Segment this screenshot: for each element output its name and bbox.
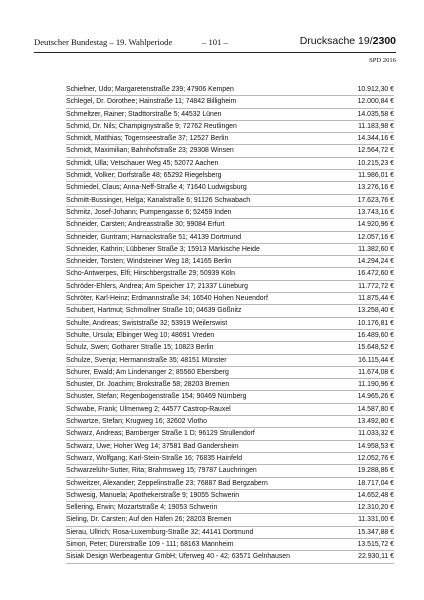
donor-name-address: Schwabe, Frank; Ulmenweg 2; 44577 Castrop-Rauxel bbox=[66, 405, 231, 413]
list-item bbox=[66, 84, 394, 96]
list-item bbox=[66, 391, 394, 403]
list-item bbox=[66, 232, 394, 244]
donation-amount: 22.930,11 € bbox=[358, 553, 394, 561]
list-item bbox=[66, 453, 394, 465]
donation-amount: 12.000,84 € bbox=[357, 98, 394, 106]
list-item bbox=[66, 268, 394, 280]
donation-amount: 13.276,16 € bbox=[357, 184, 394, 192]
donation-amount: 11.382,60 € bbox=[358, 245, 394, 253]
list-item bbox=[66, 404, 394, 416]
list-item bbox=[66, 551, 394, 563]
donor-name-address: Schmidt, Ulla; Vetschauer Weg 45; 52072 Aachen bbox=[66, 159, 219, 167]
list-item bbox=[66, 465, 394, 477]
donor-name-address: Schwarz, Uwe; Hoher Weg 14; 37581 Bad Gandersheim bbox=[66, 442, 239, 450]
donor-name-address: Schneider, Carsten; Andreasstraße 30; 99084 Erfurt bbox=[66, 221, 225, 229]
donation-amount: 10.215,23 € bbox=[357, 159, 394, 167]
donation-amount: 14.294,24 € bbox=[357, 258, 394, 266]
list-item bbox=[66, 158, 394, 170]
donation-amount: 11.674,08 € bbox=[358, 368, 394, 376]
donation-amount: 15.347,88 € bbox=[357, 528, 394, 536]
donation-amount: 11.331,00 € bbox=[358, 516, 394, 524]
list-item bbox=[66, 330, 394, 342]
donation-amount: 14.344,16 € bbox=[357, 135, 394, 143]
header-divider bbox=[34, 52, 396, 53]
list-item bbox=[66, 207, 394, 219]
donation-amount: 13.492,80 € bbox=[357, 418, 394, 426]
donor-name-address: Schwesig, Manuela; Apothekerstraße 9; 19055 Schwerin bbox=[66, 491, 240, 499]
donor-name-address: Schubert, Hartmut; Schmollner Straße 10; 04639 Gößnitz bbox=[66, 307, 242, 315]
donor-name-address: Schmitz, Josef-Johann; Pumpengasse 6; 52459 Inden bbox=[66, 208, 232, 216]
donor-name-address: Schiefner, Udo; Margaretenstraße 239; 47906 Kempen bbox=[66, 86, 234, 93]
donor-name-address: Scho-Antwerpes, Elfi; Hirschbergstraße 29; 50939 Köln bbox=[66, 270, 235, 278]
donor-name-address: Schmidt, Matthias; Togernseestraße 37; 12527 Berlin bbox=[66, 135, 229, 143]
donation-amount: 16.489,60 € bbox=[357, 331, 394, 339]
donation-amount: 11.772,72 € bbox=[358, 282, 394, 290]
donation-amount: 16.115,44 € bbox=[358, 356, 394, 364]
list-item bbox=[66, 293, 394, 305]
donation-amount: 13.515,72 € bbox=[357, 540, 394, 548]
page-header bbox=[34, 36, 396, 50]
list-item bbox=[66, 502, 394, 514]
donor-name-address: Schneider, Torsten; Windsteiner Weg 18; 14165 Berlin bbox=[66, 258, 232, 266]
list-item bbox=[66, 244, 394, 256]
list-item bbox=[66, 281, 394, 293]
donor-name-address: Schröder-Ehlers, Andrea; Am Speicher 17; 21337 Lüneburg bbox=[66, 282, 248, 290]
donor-name-address: Schwarz, Andreas; Bamberger Straße 1 D; 96129 Strullendorf bbox=[66, 430, 255, 438]
donor-name-address: Schmitt-Bussinger, Helga; Kanalstraße 6; 91126 Schwabach bbox=[66, 196, 251, 204]
donation-amount: 19.288,86 € bbox=[357, 467, 394, 475]
list-item bbox=[66, 490, 394, 502]
list-item bbox=[66, 96, 394, 108]
party-year-label: SPD 2016 bbox=[369, 57, 396, 64]
donation-amount: 10.912,30 € bbox=[357, 86, 394, 93]
donor-name-address: Schwartze, Stefan; Krugweg 16; 32602 Vlotho bbox=[66, 418, 207, 426]
list-item bbox=[66, 539, 394, 551]
donor-name-address: Sieling, Dr. Carsten; Auf den Häfen 26; 28203 Bremen bbox=[66, 516, 232, 524]
list-item bbox=[66, 478, 394, 490]
list-item bbox=[66, 182, 394, 194]
donation-amount: 16.472,60 € bbox=[357, 270, 394, 278]
donation-amount: 14.652,48 € bbox=[357, 491, 394, 499]
donor-name-address: Schneider, Guntram; Harnackstraße 51; 44139 Dortmund bbox=[66, 233, 242, 241]
donor-name-address: Schwarz, Wolfgang; Karl-Stein-Straße 16; 76835 Hainfeld bbox=[66, 454, 243, 462]
donor-name-address: Schulte, Andreas; Swiststraße 32; 53919 Weilerswist bbox=[66, 319, 228, 327]
donation-amount: 11.986,01 € bbox=[358, 172, 394, 180]
donation-amount: 14.587,80 € bbox=[357, 405, 394, 413]
donation-amount: 12.310,20 € bbox=[357, 504, 394, 512]
donation-amount: 11.183,98 € bbox=[358, 122, 394, 130]
donation-amount: 14.035,58 € bbox=[357, 110, 394, 118]
donor-name-address: Schmid, Dr. Nils; Champignystraße 9; 72762 Reutlingen bbox=[66, 122, 237, 130]
donor-name-address: Schweitzer, Alexander; Zeppelinstraße 23; 76887 Bad Bergzabern bbox=[66, 479, 268, 487]
list-item bbox=[66, 355, 394, 367]
donation-amount: 14.920,96 € bbox=[357, 221, 394, 229]
donation-amount: 18.717,04 € bbox=[357, 479, 394, 487]
document-number-prefix: Drucksache 19/ bbox=[299, 35, 373, 47]
donor-name-address: Schulte, Ursula; Elbinger Weg 10; 48691 Vreden bbox=[66, 331, 215, 339]
donation-amount: 15.648,52 € bbox=[357, 344, 394, 352]
list-item bbox=[66, 195, 394, 207]
donor-name-address: Sellering, Erwin; Mozartstraße 4; 19053 Schwerin bbox=[66, 504, 218, 512]
list-item bbox=[66, 367, 394, 379]
donor-name-address: Schlegel, Dr. Dorothee; Hainstraße 11; 74842 Billigheim bbox=[66, 98, 237, 106]
document-number-value: 2300 bbox=[372, 35, 396, 47]
document-number bbox=[300, 35, 396, 47]
donation-amount: 12.564,72 € bbox=[357, 147, 394, 155]
donor-name-address: Schmidt, Volker; Dorfstraße 48; 65292 Riegelsberg bbox=[66, 172, 222, 180]
donation-amount: 13.258,40 € bbox=[357, 307, 394, 315]
donation-amount: 12.057,16 € bbox=[357, 233, 394, 241]
donor-name-address: Schurer, Ewald; Am Lindenanger 2; 85560 Ebersberg bbox=[66, 368, 229, 376]
parliament-period-label: Deutscher Bundestag – 19. Wahlperiode bbox=[34, 37, 173, 47]
donation-amount: 14.965,26 € bbox=[357, 393, 394, 401]
donor-name-address: Schuster, Stefan; Regenbogenstraße 154; 90469 Nürnberg bbox=[66, 393, 247, 401]
donor-name-address: Sisiak Design Werbeagentur GmbH; Uferweg 40 - 42; 63571 Gelnhausen bbox=[66, 553, 290, 561]
list-item bbox=[66, 514, 394, 526]
donor-name-address: Schröter, Karl-Heinz; Erdmannstraße 34; 16540 Hohen Neuendorf bbox=[66, 295, 268, 303]
donation-list bbox=[66, 84, 394, 564]
donation-amount: 12.052,76 € bbox=[357, 454, 394, 462]
list-item bbox=[66, 318, 394, 330]
donor-name-address: Schneider, Kathrin; Lübbener Straße 3; 15913 Märkische Heide bbox=[66, 245, 260, 253]
list-item bbox=[66, 133, 394, 145]
list-item bbox=[66, 109, 394, 121]
list-item bbox=[66, 527, 394, 539]
donor-name-address: Sierau, Ullrich; Rosa-Luxemburg-Straße 32; 44141 Dortmund bbox=[66, 528, 254, 536]
donation-amount: 11.033,32 € bbox=[358, 430, 394, 438]
list-item bbox=[66, 342, 394, 354]
donation-amount: 13.743,16 € bbox=[357, 208, 394, 216]
donation-amount: 10.176,81 € bbox=[357, 319, 394, 327]
list-item bbox=[66, 256, 394, 268]
donor-name-address: Schulz, Swen; Gotharer Straße 15; 10823 Berlin bbox=[66, 344, 214, 352]
donation-amount: 17.623,76 € bbox=[357, 196, 394, 204]
list-item bbox=[66, 219, 394, 231]
list-item bbox=[66, 441, 394, 453]
donor-name-address: Schwarzelühr-Sutter, Rita; Brahmsweg 15; 79787 Lauchringen bbox=[66, 467, 257, 475]
donor-name-address: Schmiedel, Claus; Anna-Neff-Straße 4; 71640 Ludwigsburg bbox=[66, 184, 247, 192]
donor-name-address: Schmidt, Maximilian; Bahnhofstraße 23; 29308 Winsen bbox=[66, 147, 234, 155]
donation-amount: 11.875,44 € bbox=[358, 295, 394, 303]
donation-amount: 11.190,96 € bbox=[358, 381, 394, 389]
donation-amount: 14.958,53 € bbox=[357, 442, 394, 450]
list-item bbox=[66, 170, 394, 182]
list-item bbox=[66, 121, 394, 133]
donor-name-address: Schmeltzer, Rainer; Stadttorstraße 5; 44532 Lünen bbox=[66, 110, 222, 118]
donor-name-address: Schulze, Svenja; Hermannstraße 35; 48151 Münster bbox=[66, 356, 227, 364]
page-number: – 101 – bbox=[202, 37, 228, 47]
list-item bbox=[66, 416, 394, 428]
list-item bbox=[66, 379, 394, 391]
list-item bbox=[66, 145, 394, 157]
list-item bbox=[66, 305, 394, 317]
donor-name-address: Simon, Peter; Dürerstraße 109 - 111; 68163 Mannheim bbox=[66, 540, 234, 548]
donor-name-address: Schuster, Dr. Joachim; Brokstraße 58; 28203 Bremen bbox=[66, 381, 230, 389]
list-item bbox=[66, 428, 394, 440]
